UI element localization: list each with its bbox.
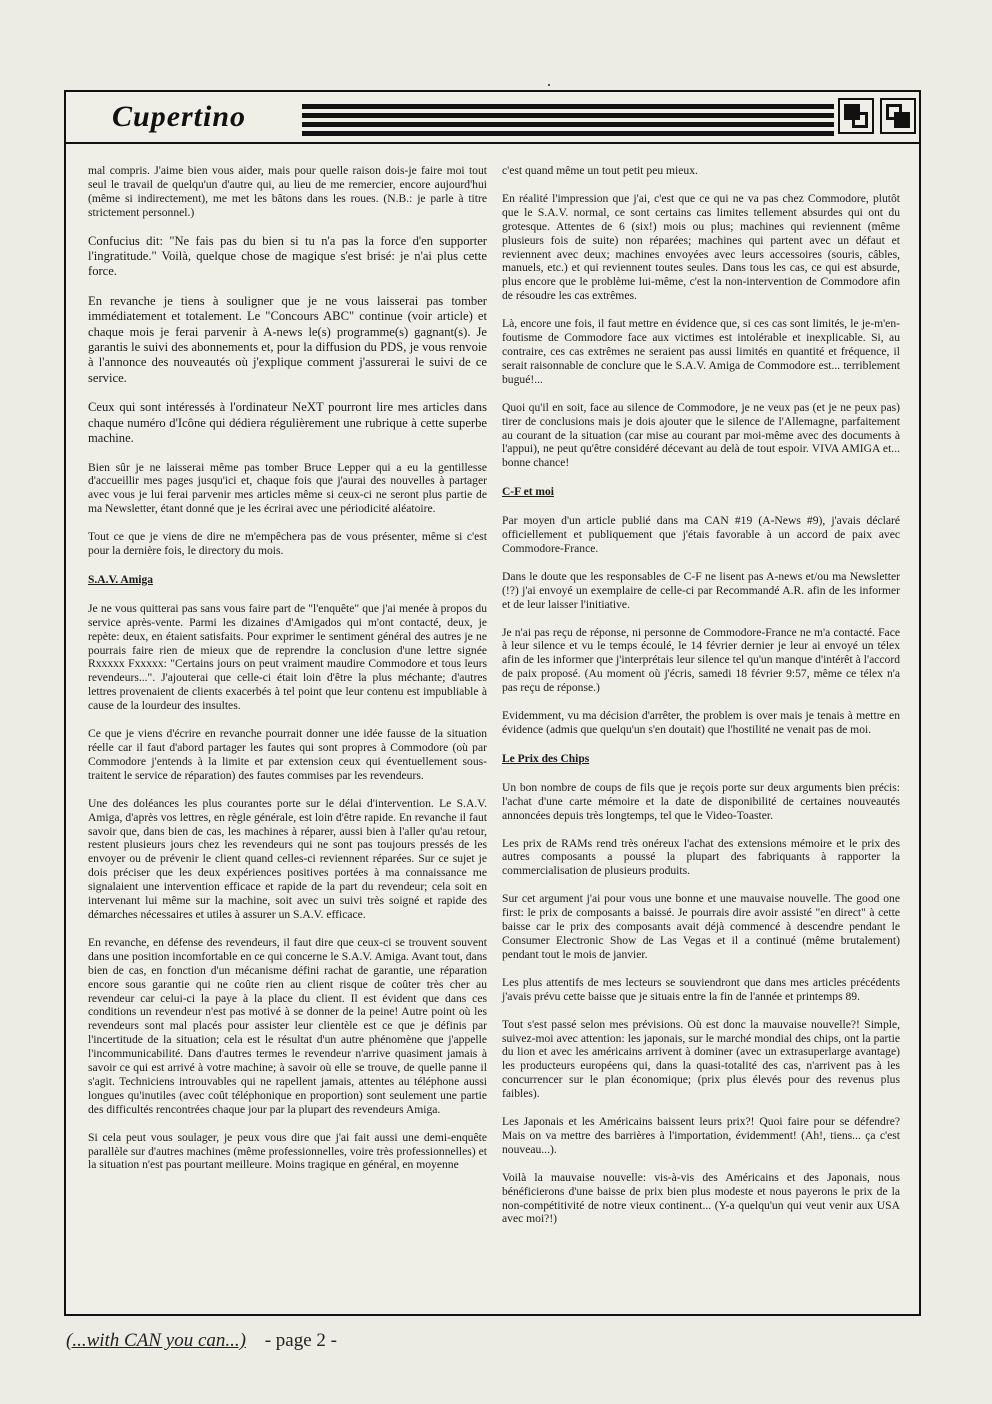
page-number: - page 2 - — [264, 1330, 337, 1351]
section-heading: C-F et moi — [502, 486, 554, 499]
paragraph: Evidemment, vu ma décision d'arrêter, the problem is over mais je tenais à mettre en évidence (admis que quelqu'un s'en doutait) que l'hostilité ne venait pas de moi. — [502, 709, 900, 736]
section-heading: Le Prix des Chips — [502, 752, 590, 765]
paragraph: Je ne vous quitterai pas sans vous faire part de "l'enquête" que j'ai menée à propos du service après-vente. Parmi les dizaines d'Amigados qui m'ont contacté, deux, je repète: deux, en étaient satisfaits. Pour exprimer le sentiment général des autres je ne pourrais faire rien de mieux que de reprendre la conclusion d'une lettre signée Rxxxxx Fxxxxx: "Certains jours on peut vraiment maudire Commodore et tous leurs revendeurs...". J'ajouterai que celle-ci était loin d'être la plus méchante; d'autres lettres provenaient de clients exacerbés à tel point que leur contenu est impubliable à cause de la lourdeur des insultes. — [88, 601, 487, 713]
left-column — [88, 164, 487, 1186]
paragraph: Les Japonais et les Américains baissent leurs prix?! Quoi faire pour se défendre? Mais on va mettre des barrières à l'importation, évidemment! (Ah!, tiens... ça c'est nouveau...). — [502, 1115, 900, 1156]
paragraph: Ce que je viens d'écrire en revanche pourrait donner une idée fausse de la situation réelle car il faut d'abord partager les fautes qui sont propres à Commodore (où par Commodore j'entends à la limite et par extension ceux qui éventuellement sous-traitent le service de réparation) des fautes commises par les revendeurs. — [88, 727, 487, 782]
page-frame — [64, 90, 921, 1316]
paragraph: Quoi qu'il en soit, face au silence de Commodore, je ne veux pas (et je ne peux pas) tirer de conclusions mais je dois ajouter que le silence de l'Allemagne, parfaitement au courant de la situation (car mise au courant par moi-même avec des documents à l'appui), ne peut qu'être considéré décevant au delà de tout espoir. VIVA AMIGA et... bonne chance! — [502, 400, 900, 470]
paragraph: mal compris. J'aime bien vous aider, mais pour quelle raison dois-je faire moi tout seul le travail de quelqu'un d'autre qui, au lieu de me remercier, encore aujourd'hui (même si indirectement), me met les bâtons dans les roues. (N.B.: je parle à titre strictement personnel.) — [88, 164, 487, 219]
paragraph: Je n'ai pas reçu de réponse, ni personne de Commodore-France ne m'a contacté. Face à leur silence et vu le temps écoulé, le 14 février dernier je leur ai envoyé un télex afin de les informer que j'interprétais leur silence tel qu'un manque d'intérêt à l'accord de paix proposé. (Au moment où j'écris, samedi 18 février 9:57, même ce télex n'a pas reçu de réponse.) — [502, 625, 900, 695]
paragraph: En revanche je tiens à souligner que je ne vous laisserai pas tomber immédiatement et totalement. Le "Concours ABC" continue (voir article) et chaque mois je ferai parvenir à A-news le(s) programme(s) gagnant(s). Je garantis le suivi des abonnements et, pour la diffusion du PDS, je vous renvoie à l'annonce des nouveautés où j'explique comment j'assurerai le suivi de ce service. — [88, 293, 487, 385]
paragraph: Ceux qui sont intéressés à l'ordinateur NeXT pourront lire mes articles dans chaque numéro d'Icône qui dédiera régulièrement une rubrique à cette superbe machine. — [88, 400, 487, 446]
paragraph: c'est quand même un tout petit peu mieux. — [502, 164, 698, 177]
overlapping-squares-icon — [838, 98, 874, 134]
section-heading: S.A.V. Amiga — [88, 573, 153, 586]
paragraph: Tout ce que je viens de dire ne m'empêchera pas de vous présenter, même si c'est pour la dernière fois, le directory du mois. — [88, 530, 487, 558]
paragraph: Bien sûr je ne laisserai même pas tomber Bruce Lepper qui a eu la gentillesse d'accueillir mes pages jusqu'ici et, chaque fois que j'aurai des nouvelles à partager avec vous je lui ferai parvenir mes articles même si ceux-ci ne seront plus partie de ma Newsletter, étant donné que je les écrirai avec une périodicité aléatoire. — [88, 460, 487, 516]
footer-slogan: (...with CAN you can...) — [66, 1330, 246, 1351]
paragraph: En revanche, en défense des revendeurs, il faut dire que ceux-ci se trouvent souvent dans une position incomfortable en ce qui concerne le S.A.V. Amiga. Avant tout, dans bien de cas, en fonction d'un mécanisme défini rachat de garantie, une réparation encore sous garantie qui ne coûte rien au client risque de coûter très cher au revendeur car celui-ci la paye à la place du client. Il est évident que dans ces conditions un revendeur n'est pas motivé à se donner de la peine! Autre point où les revendeurs sont mal placés pour assister leur clientèle est ce que je définis par l'incertitude de la situation; cela est le résultat d'un autre phénomène que j'appelle l'incommunicabilité. Dans d'autres termes le revendeur n'arrive quasiment jamais à savoir ce qui est arrivé à votre machine; à savoir où elle se trouve, de quelle panne il s'agit. Techniciens introuvables qui ne rapellent jamais, attentes au téléphone aussi longues qu'inutiles (avec coût téléphonique en proportion) sont seulement une partie des difficultés rencontrées chaque jour par la plupart des revendeurs Amiga. — [88, 935, 487, 1116]
paragraph: Dans le doute que les responsables de C-F ne lisent pas A-news et/ou ma Newsletter (!?) j'ai envoyé un exemplaire de celle-ci par Recommandé A.R. afin de les informer et de leur laisser l'initiative. — [502, 569, 900, 611]
masthead-bars — [302, 104, 834, 138]
paragraph: En réalité l'impression que j'ai, c'est que ce qui ne va pas chez Commodore, plutôt que le S.A.V. normal, ce sont certains cas limites tellement absurdes qui ont du grotesque. Attentes de 6 (six!) mois ou plus; machines qui reviennent (même plusieurs fois de suite) non réparées; machines qui partent avec un défaut et reviennent avec deux; machines envoyées avec leurs accessoires (souris, câbles, manuels, etc.) et qui reviennent toutes seules. Dans tous les cas, ce qui est absurde, plus encore que le problème lui-même, c'est la non-intervention de Commodore afin de résoudre les cas extrêmes. — [502, 191, 900, 303]
paragraph: Une des doléances les plus courantes porte sur le délai d'intervention. Le S.A.V. Amiga, d'après vos lettres, en règle générale, est loin d'être rapide. En revanche il faut savoir que, dans bien de cas, les machines à réparer, aussi bien à l'aller qu'au retour, restent plusieurs jours chez les revendeurs qui ne sont pas toujours pressés de les envoyer ou de prévenir le client quand celles-ci reviennent réparées. Sur ce sujet je dois préciser que les deux expériences positives portées à ma connaissance me signalaient une intervention efficace et rapide de la part du revendeur; cela soit en intervenant lui même sur la machine, soit avec un suivi très soigné et rapide des démarches nécessaires et utiles à assurer un S.A.V. efficace. — [88, 796, 487, 921]
paragraph: Là, encore une fois, il faut mettre en évidence que, si ces cas sont limités, le je-m'en-foutisme de Commodore face aux victimes est intolérable et inexplicable. Si, au contraire, ces cas extrêmes ne seraient pas aussi limités en quantité et fréquence, il serait raisonnable de conclure que le S.A.V. Amiga de Commodore est... terriblement bugué!... — [502, 317, 900, 386]
masthead-rule — [66, 142, 919, 144]
paragraph: Sur cet argument j'ai pour vous une bonne et une mauvaise nouvelle. The good one first: le prix de composants a baissé. Je pourrais dire avoir assisté "en direct" à cette baisse car le prix des composants avait déjà commencé à descendre pendant le Consumer Electronic Show de Las Vegas et il a continué (même brutalement) pendant tout le mois de janvier. — [502, 892, 900, 961]
footer — [66, 1330, 337, 1352]
paragraph: Un bon nombre de coups de fils que je reçois porte sur deux arguments bien précis: l'achat d'une carte mémoire et la date de disponibilité de certaines nouveautés annoncées depuis très longtemps, tel que le Video-Toaster. — [502, 780, 900, 822]
overlapping-squares-icon-alt — [880, 98, 916, 134]
paragraph: Tout s'est passé selon mes prévisions. Où est donc la mauvaise nouvelle?! Simple, suivez-moi avec attention: les japonais, sur le marché mondial des chips, ont la partie du lion et avec les américains arrivent à dominer (avec un extrasuperlarge avantage) les producteurs européens qui, dans la quasi-totalité des cas, n'arrivent pas à les concurrencer sur le plan économique; (prix plus élevés pour des revenus plus faibles). — [502, 1017, 900, 1101]
paragraph: Si cela peut vous soulager, je peux vous dire que j'ai fait aussi une demi-enquête parallèle sur d'autres machines (même professionnelles, voire très professionnelles) et la situation n'est pas pourtant meilleure. Moins tragique en général, en moyenne — [88, 1130, 487, 1172]
paragraph: Les plus attentifs de mes lecteurs se souviendront que dans mes articles précédents j'avais prévu cette baisse que je situais entre la fin de l'année et printemps 89. — [502, 975, 900, 1003]
right-column — [502, 164, 900, 1240]
paragraph: Les prix de RAMs rend très onéreux l'achat des extensions mémoire et le prix des autres composants a poussé la plupart des fabriquants à rapporter la commercialisation de plusieurs produits. — [502, 836, 900, 878]
paragraph: Confucius dit: "Ne fais pas du bien si tu n'a pas la force d'en supporter l'ingratitude." Voilà, quelque chose de magique s'est brisé: je n'ai plus cette force. — [88, 233, 487, 279]
speck — [548, 84, 550, 86]
page-title: Cupertino — [112, 100, 247, 133]
paragraph: Voilà la mauvaise nouvelle: vis-à-vis des Américains et des Japonais, nous bénéficierons d'une baisse de prix bien plus modeste et nous payerons le prix de la non-compétitivité de notre vieux continent... (Y-a quelqu'un qui veut venir aux USA avec moi?!) — [502, 1170, 900, 1226]
paragraph: Par moyen d'un article publié dans ma CAN #19 (A-News #9), j'avais déclaré officiellement et publiquement que j'étais favorable à un accord de paix avec Commodore-France. — [502, 514, 900, 555]
masthead — [66, 92, 919, 142]
